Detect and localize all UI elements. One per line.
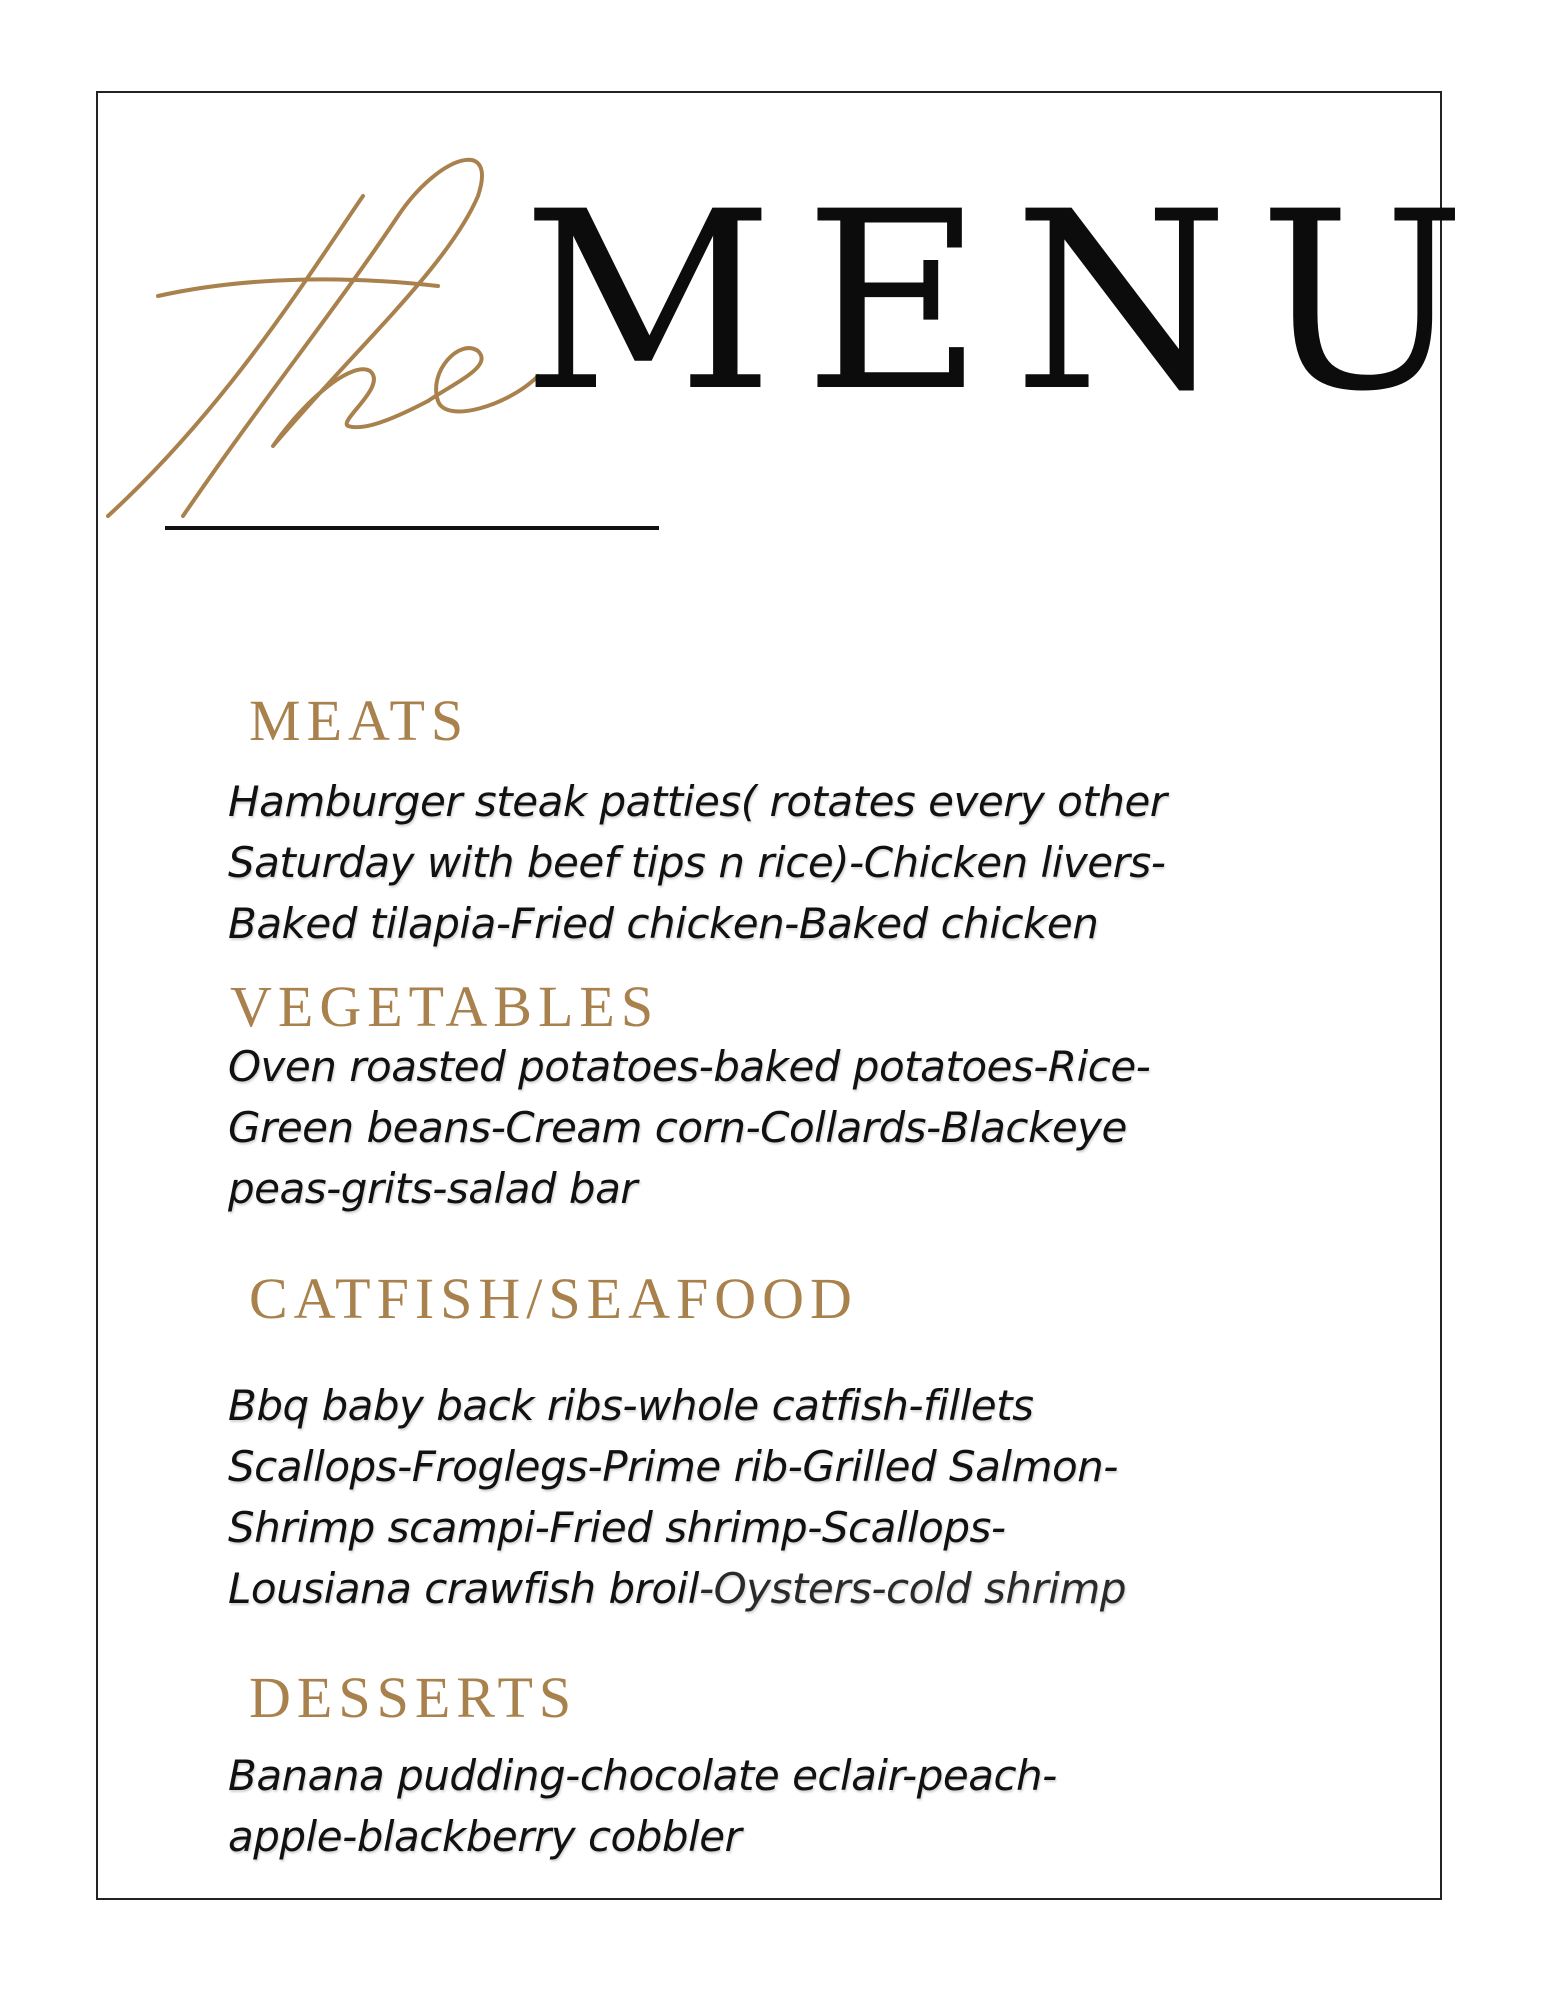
seafood-line-4 [228, 1558, 1228, 1619]
script-the-lettering [108, 146, 568, 526]
meats-line-3: Baked tilapia-Fried chicken-Baked chicken [228, 899, 1099, 948]
seafood-line-4-tail: -Oysters-cold shrimp [698, 1564, 1126, 1613]
desserts-line-1: Banana pudding-chocolate eclair-peach- [228, 1751, 1057, 1800]
meats-line-2: Saturday with beef tips n rice)-Chicken livers- [228, 838, 1166, 887]
section-heading-catfish-seafood: CATFISH/SEAFOOD [249, 1266, 858, 1331]
vegetables-line-1: Oven roasted potatoes-baked potatoes-Rice- [228, 1042, 1151, 1091]
menu-title: MENU [522, 160, 1497, 446]
section-heading-vegetables: VEGETABLES [230, 974, 660, 1039]
seafood-line-4-main: Lousiana crawfish broil [228, 1564, 699, 1613]
section-body-meats [228, 771, 1228, 954]
title-underline [165, 526, 659, 530]
seafood-line-2: Scallops-Froglegs-Prime rib-Grilled Salmon- [228, 1442, 1118, 1491]
section-heading-meats: MEATS [249, 688, 470, 753]
seafood-line-3: Shrimp scampi-Fried shrimp-Scallops- [228, 1503, 1006, 1552]
meats-line-1: Hamburger steak patties( rotates every other [228, 777, 1167, 826]
desserts-line-2: apple-blackberry cobbler [228, 1812, 742, 1861]
vegetables-line-3: peas-grits-salad bar [228, 1164, 638, 1213]
section-body-desserts [228, 1745, 1228, 1867]
section-body-catfish-seafood [228, 1375, 1228, 1619]
script-the-graphic [108, 146, 568, 526]
vegetables-line-2: Green beans-Cream corn-Collards-Blackeye [228, 1103, 1127, 1152]
section-body-vegetables [228, 1036, 1228, 1219]
seafood-line-1: Bbq baby back ribs-whole catfish-fillets [228, 1381, 1034, 1430]
section-heading-desserts: DESSERTS [249, 1665, 578, 1730]
